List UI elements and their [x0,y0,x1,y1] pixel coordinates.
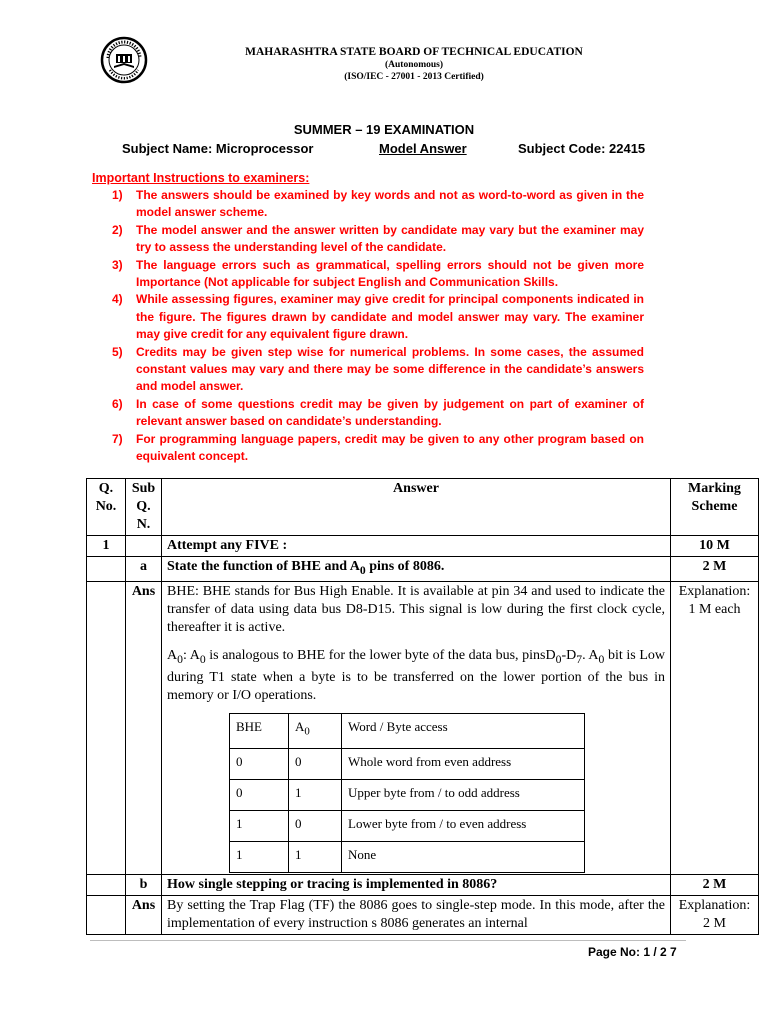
board-name: MAHARASHTRA STATE BOARD OF TECHNICAL EDUCATION [245,46,583,58]
header-q-no: Q. No. [87,479,126,536]
instruction-item: 6) In case of some questions credit may be given by judgement on part of examiner of relevant answer based on candidate’s understanding. [112,396,644,429]
question-number: 1 [87,536,126,557]
table-row [87,536,759,557]
footer-divider [90,940,686,941]
marking-scheme: Explanation: 2 M [671,896,759,935]
model-answer-label: Model Answer [379,141,467,156]
answer-cell [162,581,671,874]
bhe-table-row: 1 1 None [230,842,585,873]
instruction-item: 4) While assessing figures, examiner may give credit for principal components indicated in the figure. The figures drawn by candidate and model answer may vary. The examiner may give credit for any equivalent figure drawn. [112,292,644,342]
header-answer: Answer [162,479,671,536]
marking-scheme: Explanation: 1 M each [671,581,759,874]
sub-question-text: How single stepping or tracing is implemented in 8086? [162,875,671,896]
sub-question-text: State the function of BHE and $A_0$ pins of 8086. [162,557,671,582]
subject-name: Subject Name: Microprocessor [122,141,314,156]
question-text: Attempt any FIVE : [162,536,671,557]
instruction-item: 1) The answers should be examined by key words and not as word-to-word as given in the model answer scheme. [112,188,644,220]
answer-paragraph: $A_0$: $A_0$ is analogous to BHE for the lower byte of the data bus, $pinsD_0-D_7$. $A_0$ bit is Low during T1 state when a byte is to be transferred on the lower portion of the bus in memory or I/O operations. [167,647,666,703]
question-marks: 10 M [671,536,759,557]
bhe-table-row: 0 0 Whole word from even address [230,749,585,780]
page-number: Page No: 1 / 2 7 [588,945,677,959]
iso-certification: (ISO/IEC - 27001 - 2013 Certified) [344,72,484,82]
sub-question-marks: 2 M [671,875,759,896]
sub-question-label: b [126,875,162,896]
instruction-item: 3) The language errors such as grammatical, spelling errors should not be given more Importance (Not applicable for subject English and Communication Skills. [112,257,644,290]
table-row [87,581,759,874]
instructions-title: Important Instructions to examiners: [92,171,310,185]
table-row [87,557,759,582]
bhe-a0-table [229,713,585,874]
answer-table [86,478,759,935]
exam-title: SUMMER – 19 EXAMINATION [293,122,475,137]
answer-cell [162,896,671,935]
sub-question-marks: 2 M [671,557,759,582]
instruction-item: 5) Credits may be given step wise for numerical problems. In some cases, the assumed constant values may vary and there may be some difference in the candidate’s answers and model answer. [112,344,644,394]
bhe-table-header: BHE $A_0$ Word / Byte access [230,713,585,749]
table-row [87,875,759,896]
instruction-item: 7) For programming language papers, credit may be given to any other program based on equivalent concept. [112,431,644,464]
bhe-table-row: 1 0 Lower byte from / to even address [230,811,585,842]
sub-question-label: a [126,557,162,582]
subject-code: Subject Code: 22415 [518,141,646,156]
table-header-row [87,479,759,536]
header-sub-q: Sub Q. N. [126,479,162,536]
autonomous-label: (Autonomous) [384,60,444,70]
table-row [87,896,759,935]
ans-label: Ans [126,581,162,874]
answer-paragraph: By setting the Trap Flag (TF) the 8086 goes to single-step mode. In this mode, after the implementation of every instruction s 8086 generates an internal [167,898,665,932]
instructions-list [112,187,644,466]
bhe-table-row: 0 1 Upper byte from / to odd address [230,780,585,811]
ans-label: Ans [126,896,162,935]
header-marking-scheme: Marking Scheme [671,479,759,536]
answer-paragraph: BHE: BHE stands for Bus High Enable. It is available at pin 34 and used to indicate the transfer of data using data bus D8-D15. This signal is low during the first clock cycle, thereafter it is active. [167,583,665,635]
instruction-item: 2) The model answer and the answer written by candidate may vary but the examiner may try to assess the understanding level of the candidate. [112,222,644,255]
